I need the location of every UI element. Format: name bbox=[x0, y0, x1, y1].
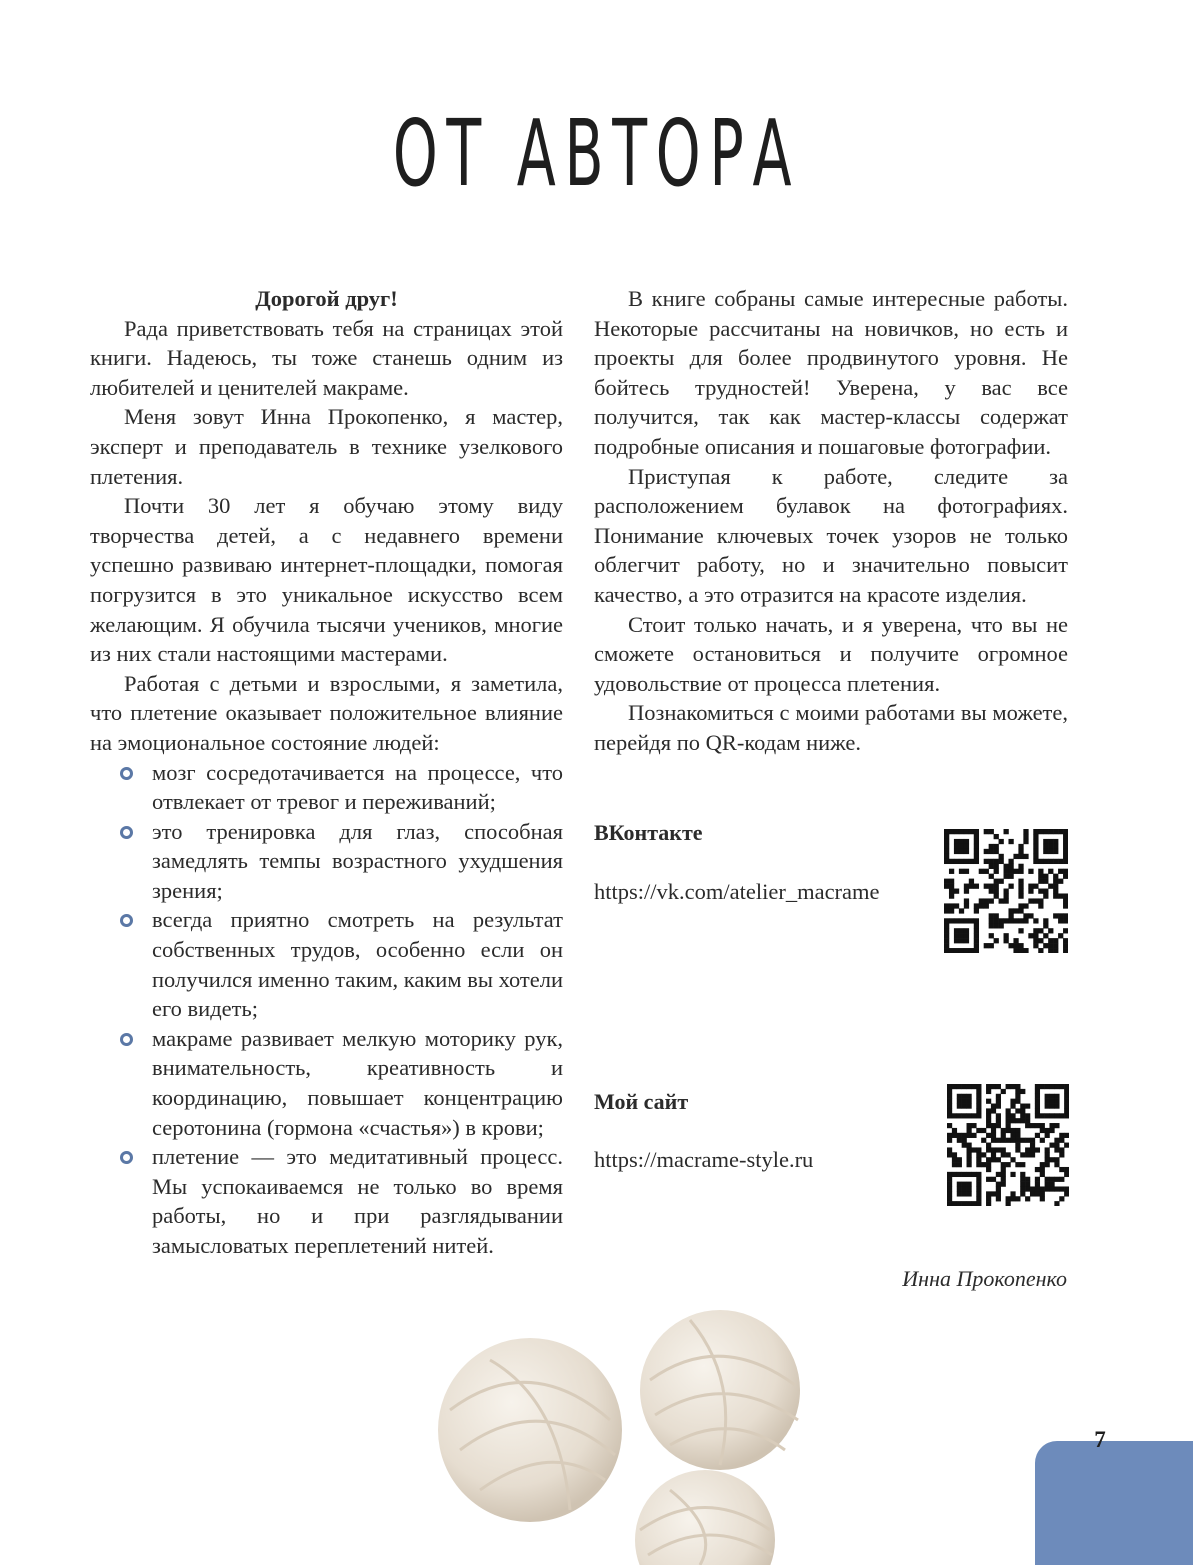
site-heading: Мой сайт bbox=[594, 1089, 689, 1114]
paragraph: Приступая к работе, следите за расположением булавок на фотографиях. Понимание ключевых точек узоров не только облегчит работу, но и значительно повысит качество, а это отразится на красоте изделия. bbox=[594, 463, 1068, 607]
right-column bbox=[594, 284, 1068, 758]
list-item: всегда приятно смотреть на результат собственных трудов, особенно если он получился именно таким, каким вы хотели его видеть; bbox=[152, 905, 563, 1023]
paragraph: Стоит только начать, и я уверена, что вы не сможете остановиться и получите огромное удовольствие от процесса плетения. bbox=[594, 611, 1068, 696]
yarn-balls-image bbox=[420, 1290, 840, 1565]
page-number: 7 bbox=[1094, 1427, 1106, 1452]
list-item: это тренировка для глаз, способная замедлять темпы возрастного ухудшения зрения; bbox=[152, 817, 563, 906]
paragraph: Рада приветствовать тебя на страницах этой книги. Надеюсь, ты тоже станешь одним из любителей и ценителей макраме. bbox=[90, 315, 563, 400]
paragraph: Познакомиться с моими работами вы можете, перейдя по QR-кодам ниже. bbox=[594, 700, 1068, 755]
paragraph: В книге собраны самые интересные работы. Некоторые рассчитаны на новичков, но есть и проекты для более продвинутого уровня. Не бойтесь трудностей! Уверена, у вас все получится, так как мастер-классы содержат подробные описания и пошаговые фотографии. bbox=[594, 286, 1068, 459]
vk-heading: ВКонтакте bbox=[594, 820, 703, 845]
page-tab bbox=[1035, 1441, 1193, 1565]
left-column bbox=[90, 284, 563, 1261]
greeting: Дорогой друг! bbox=[255, 286, 398, 311]
vk-qr-code[interactable] bbox=[944, 829, 1068, 953]
author-signature: Инна Прокопенко bbox=[902, 1266, 1067, 1291]
page-title: ОТ АВТОРА bbox=[392, 100, 801, 207]
vk-link[interactable]: https://vk.com/atelier_macrame bbox=[594, 879, 880, 904]
site-qr-code[interactable] bbox=[947, 1084, 1069, 1206]
list-item: плетение — это медитативный процесс. Мы успокаиваемся не только во время работы, но и при разглядывании замысловатых переплетений нитей. bbox=[152, 1142, 563, 1260]
paragraph: Почти 30 лет я обучаю этому виду творчества детей, а с недавнего времени успешно развиваю интернет-площадки, помогая погрузится в это уникальное искусство всем желающим. Я обучила тысячи учеников, многие из них стали настоящими мастерами. bbox=[90, 493, 563, 667]
benefits-list bbox=[90, 758, 563, 1261]
list-item: мозг сосредотачивается на процессе, что отвлекает от тревог и переживаний; bbox=[152, 758, 563, 817]
paragraph: Меня зовут Инна Прокопенко, я мастер, эксперт и преподаватель в технике узелкового плетения. bbox=[90, 404, 563, 489]
yarn-ball bbox=[438, 1338, 622, 1522]
site-link[interactable]: https://macrame-style.ru bbox=[594, 1147, 814, 1172]
yarn-ball bbox=[635, 1470, 775, 1565]
paragraph: Работая с детьми и взрослыми, я заметила, что плетение оказывает положительное влияние на эмоциональное состояние людей: bbox=[90, 670, 563, 755]
yarn-ball bbox=[640, 1310, 800, 1470]
list-item: макраме развивает мелкую моторику рук, внимательность, креативность и координацию, повышает концентрацию серотонина (гормона «счастья») в крови; bbox=[152, 1024, 563, 1142]
